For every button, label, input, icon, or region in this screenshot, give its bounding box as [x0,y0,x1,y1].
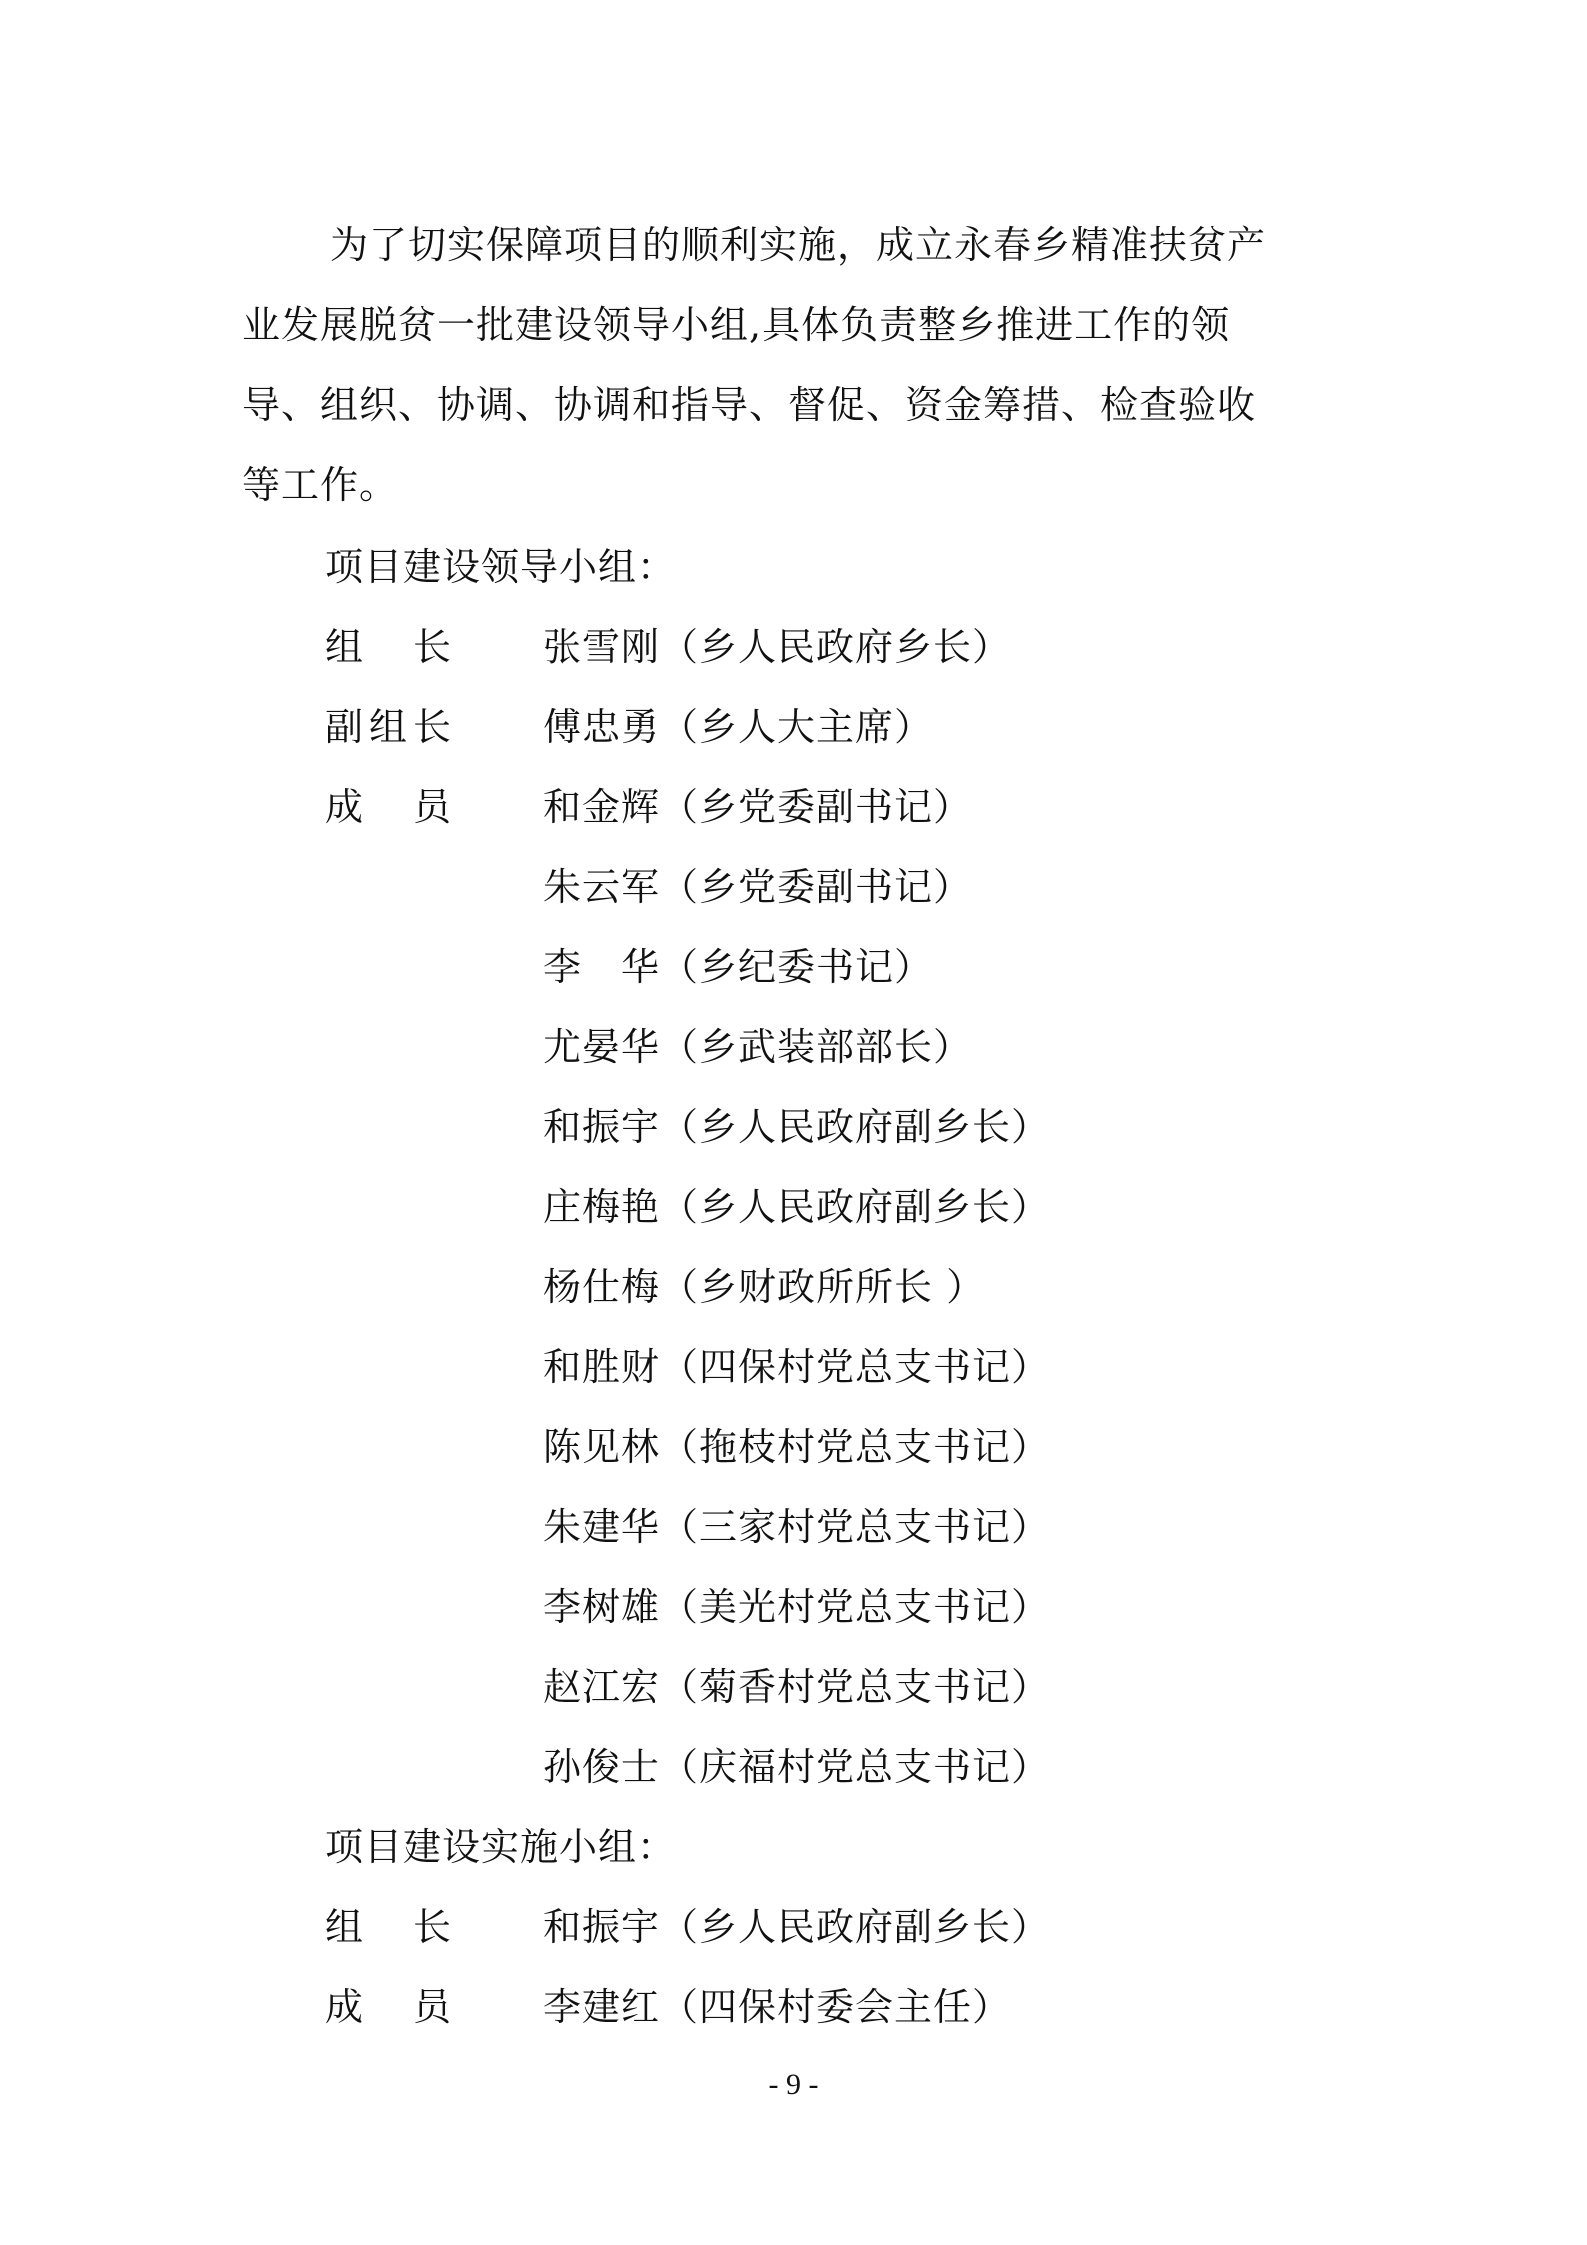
member-item: 杨仕梅（乡财政所所长 ） [543,1265,986,1309]
members-role-label: 成 员 [325,785,458,829]
leadership-group-title: 项目建设领导小组： [325,545,677,589]
intro-line-4: 等工作。 [242,463,399,507]
member-item: 和金辉（乡党委副书记） [543,785,973,829]
member-item: 赵江宏（菊香村党总支书记） [543,1665,1051,1709]
member-item: 和胜财（四保村党总支书记） [543,1345,1051,1389]
implementation-group-title: 项目建设实施小组： [325,1825,677,1869]
page-number: - 9 - [768,2068,819,2101]
member-item: 和振宇（乡人民政府副乡长） [543,1105,1051,1149]
deputy-role-label: 副组长 [325,705,458,749]
intro-line-2: 业发展脱贫一批建设领导小组,具体负责整乡推进工作的领 [242,303,1231,347]
member-item: 李树雄（美光村党总支书记） [543,1585,1051,1629]
member-item: 庄梅艳（乡人民政府副乡长） [543,1185,1051,1229]
deputy-name: 傅忠勇（乡人大主席） [543,705,934,749]
impl-member-item: 李建红（四保村委会主任） [543,1985,1012,2029]
impl-leader-name: 和振宇（乡人民政府副乡长） [543,1905,1051,1949]
member-item: 朱云军（乡党委副书记） [543,865,973,909]
leader-name: 张雪刚（乡人民政府乡长） [543,625,1012,669]
member-item: 陈见林（拖枝村党总支书记） [543,1425,1051,1469]
impl-members-role-label: 成 员 [325,1985,458,2029]
intro-line-3: 导、组织、协调、协调和指导、督促、资金筹措、检查验收 [242,383,1257,427]
member-item: 李 华（乡纪委书记） [543,945,934,989]
member-item: 尤晏华（乡武装部部长） [543,1025,973,1069]
member-item: 朱建华（三家村党总支书记） [543,1505,1051,1549]
leader-role-label: 组 长 [325,625,458,669]
intro-line-1: 为了切实保障项目的顺利实施，成立永春乡精准扶贫产 [330,223,1267,267]
member-item: 孙俊士（庆福村党总支书记） [543,1745,1051,1789]
impl-leader-role-label: 组 长 [325,1905,458,1949]
